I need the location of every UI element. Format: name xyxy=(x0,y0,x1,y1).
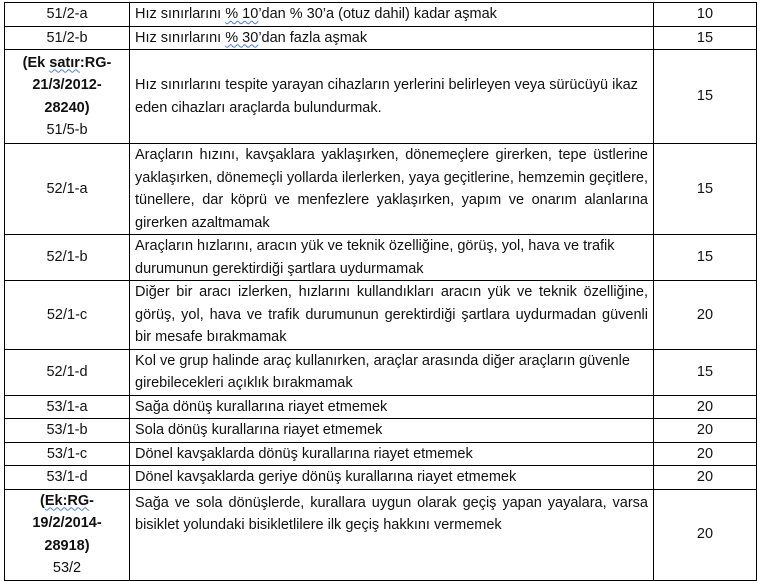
article-code: 53/1-c xyxy=(46,445,88,462)
article-code: 52/1-c xyxy=(46,306,88,323)
spellcheck-flag: Ek:RG xyxy=(44,492,90,509)
spellcheck-flag: % 30 xyxy=(225,29,259,46)
description-text: Sağa ve sola dönüşlerde, kurallara uygun olarak geçiş yapan yayalara, varsa bisiklet yolundaki bisikletlilere ilk geçiş hakkını vermemek xyxy=(135,494,648,533)
note-text: ( xyxy=(39,492,45,509)
points-cell: 20 xyxy=(654,281,757,350)
description-cell xyxy=(130,3,654,27)
points-cell: 20 xyxy=(654,489,757,580)
description-cell: Kol ve grup halinde araç kullanırken, araçlar arasında diğer araçların güvenle girebilecekleri açıklık bırakmamak xyxy=(130,349,654,395)
points-cell: 15 xyxy=(654,144,757,235)
table-row xyxy=(5,395,757,419)
points-cell: 20 xyxy=(654,419,757,443)
article-code: 52/1-d xyxy=(46,363,88,380)
table-row xyxy=(5,349,757,395)
article-code: 53/1-a xyxy=(46,398,88,415)
table-row xyxy=(5,26,757,50)
description-cell: Hız sınırlarını tespite yarayan cihazların yerlerini belirleyen veya sürücüyü ikaz eden cihazları araçlarda bulundurmak. xyxy=(130,50,654,144)
description-cell: Araçların hızını, kavşaklara yaklaşırken, dönemeçlere girerken, tepe üstlerine yaklaşırken, dönemeçli yollarda ilerlerken, yaya geçitlerine, hemzemin geçitlere, tünellere, dar köprü ve menfezlere yaklaşırken, yapım ve onarım alanlarına girerken azaltmamak xyxy=(130,144,654,235)
points-cell: 20 xyxy=(654,442,757,466)
article-cell xyxy=(5,3,130,27)
penalty-points-table xyxy=(4,2,757,581)
article-cell xyxy=(5,395,130,419)
note-text: :RG-21/3/2012-28240) xyxy=(32,54,112,116)
article-code: 51/2-a xyxy=(46,6,88,22)
table-row xyxy=(5,442,757,466)
points-cell: 15 xyxy=(654,235,757,281)
note-text: (Ek xyxy=(22,54,50,71)
description-text: Hız sınırlarını xyxy=(135,6,226,22)
description-cell: Dönel kavşaklarda geriye dönüş kurallarına riayet etmemek xyxy=(130,466,654,490)
amendment-note xyxy=(10,52,124,120)
description-cell: Diğer bir aracı izlerken, hızlarını kullandıkları aracın yük ve teknik özelliğine, görüş, yol, hava ve trafik durumunun gerektirdiği şartlara uydurmadan güvenli bir mesafe bırakmamak xyxy=(130,281,654,350)
spellcheck-flag: satır xyxy=(49,54,80,71)
article-cell xyxy=(5,50,130,144)
article-cell xyxy=(5,489,130,580)
article-code: 52/1-b xyxy=(46,249,88,266)
table-row xyxy=(5,489,757,580)
points-cell: 15 xyxy=(654,26,757,50)
description-cell: Sağa dönüş kurallarına riayet etmemek xyxy=(130,395,654,419)
points-cell: 15 xyxy=(654,50,757,144)
table-row xyxy=(5,235,757,281)
article-cell xyxy=(5,144,130,235)
article-cell xyxy=(5,235,130,281)
description-cell xyxy=(130,26,654,50)
description-text: Hız sınırlarını xyxy=(135,29,226,46)
article-cell xyxy=(5,281,130,350)
amendment-note xyxy=(10,490,124,558)
article-cell xyxy=(5,466,130,490)
article-cell xyxy=(5,442,130,466)
table-row xyxy=(5,3,757,27)
article-cell xyxy=(5,349,130,395)
points-cell: 20 xyxy=(654,395,757,419)
table-row xyxy=(5,281,757,350)
description-text: ’dan % 30’a (otuz dahil) kadar aşmak xyxy=(258,6,497,22)
points-cell: 10 xyxy=(654,3,757,27)
description-cell: Araçların hızlarını, aracın yük ve teknik özelliğine, görüş, yol, hava ve trafik durumunun gerektirdiği şartlara uydurmamak xyxy=(130,235,654,281)
article-code: 51/5-b xyxy=(46,122,88,138)
description-cell: Sola dönüş kurallarına riayet etmemek xyxy=(130,419,654,443)
table-row xyxy=(5,419,757,443)
article-code: 53/1-b xyxy=(46,422,88,438)
table-row xyxy=(5,144,757,235)
description-text: ’dan fazla aşmak xyxy=(258,29,368,46)
article-cell xyxy=(5,419,130,443)
table-row xyxy=(5,50,757,144)
table-row xyxy=(5,466,757,490)
article-code: 52/1-a xyxy=(46,180,88,197)
article-cell xyxy=(5,26,130,50)
description-cell xyxy=(130,489,654,580)
article-code: 53/2 xyxy=(52,560,82,576)
points-cell: 15 xyxy=(654,349,757,395)
article-code: 51/2-b xyxy=(46,29,88,46)
description-cell: Dönel kavşaklarda dönüş kurallarına riayet etmemek xyxy=(130,442,654,466)
article-code: 53/1-d xyxy=(46,469,88,485)
note-text: -19/2/2014-28918) xyxy=(32,492,102,554)
points-cell: 20 xyxy=(654,466,757,490)
spellcheck-flag: % 10 xyxy=(225,6,259,22)
